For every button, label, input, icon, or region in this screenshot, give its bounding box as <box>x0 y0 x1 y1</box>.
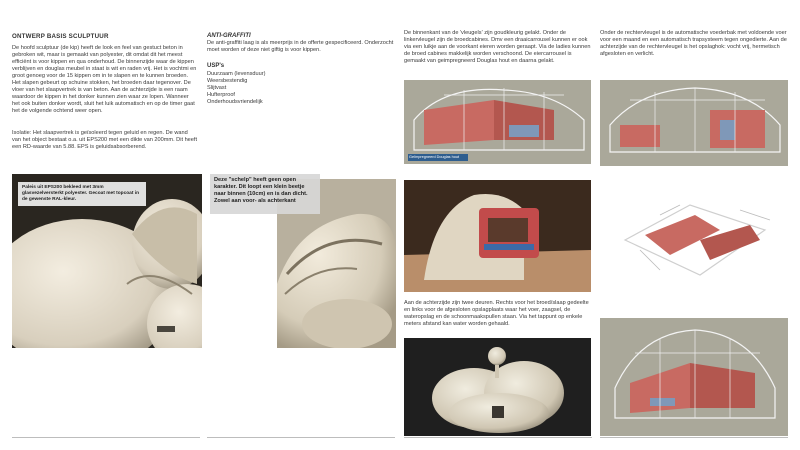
column-divider <box>207 437 395 438</box>
anti-graffiti-paragraph: De anti-graffiti laag is als meerprijs in de offerte gespecificeerd. Onderzocht moet worden of deze niet giftig is voor kippen. <box>207 40 394 53</box>
intro-paragraph: De hoofd sculptuur (de kip) heeft de look en feel van gestuct beton in gebroken wit, maar is gemaakt van polyester, dit omdat dit het meest efficiënt is voor kippen en qua onderhoud. De binnenzijde waar de kippen verblijven en douglas meubel in staat is wit en raden vrij. Het is vochtmi en groot genoeg voor de 15 kippen om in te slapen en te kunnen broeden. Het slapen gebeurt op schuine stokken, het broeden daar tegenover. De vloer van het slaapvertrek is van beton. Aan de achterzijde is een raam waardoor de kippen in het donker kunnen zien waar ze lopen. Wanneer het ook buiten donker wordt, sluit het luik automatisch en op de timer gaat het de volgende ochtend weer open. <box>12 45 197 114</box>
render-topview <box>600 180 788 292</box>
column-divider <box>404 437 592 438</box>
isolation-paragraph: Isolatie: Het slaapvertrek is geïsoleerd tegen geluid en regen. De wand van het object bestaat o.a. uit EPS200 met een dikte van 200mm. Dit heeft een RD-waarde van 5.88. EPS is geluidsabsorberend. <box>12 130 198 150</box>
shell-callout: Deze "schelp" heeft geen open karakter. Dit loopt een klein beetje naar binnen (10cm) en is dan dicht. Zowel aan voor- als achterkant <box>210 174 320 214</box>
render-cutaway <box>600 318 788 436</box>
render-label: Geïmpregneerd Douglas hout <box>409 155 460 159</box>
carousel-render <box>404 180 591 292</box>
doors-paragraph: Aan de achterzijde zijn twee deuren. Rechts voor het broed/slaap gedeelte en links voor de afgesloten opslagplaats waar het voer, zaagsel, de wateropslag en de schoonmaakspullen staan. Via het tappunt op enkele meters afstand kan water worden gehaald. <box>404 300 589 327</box>
usp-item: Onderhoudsvriendelijk <box>207 99 263 105</box>
render-brood-cabins <box>404 80 591 164</box>
sculpture-night-photo <box>404 338 591 436</box>
column-divider <box>12 437 200 438</box>
usp-item: Hufterproof <box>207 92 235 98</box>
sculpture-photo-front <box>12 174 202 348</box>
shell-detail-photo <box>207 174 396 348</box>
feeder-paragraph: Onder de rechtervleugel is de automatische voederbak met voldoende voer voor een maand en een automatisch trapsysteem tegen ongedierte. Aan de achterzijde van de rechtervleugel is het opslaghok: vocht vrij, hermetisch afgesloten en verlicht. <box>600 30 787 57</box>
usp-list <box>207 71 327 106</box>
photo-caption: Paleis uit EPS200 bekleed met 3mm glasvezelversterkt polyester. Gecoat met topcoat in de gewenste RAL-kleur. <box>18 182 146 206</box>
usp-item: Weersbestendig <box>207 78 248 84</box>
usp-item: Slijtvast <box>207 85 227 91</box>
column-divider <box>600 437 788 438</box>
wings-paragraph: De binnenkant van de 'vleugels' zijn goudkleurig gelakt. Onder de linkervleugel zijn de broedcabines. Dmv een draaicarrousel kunnen er ook via een luikje aan de voorkant eieren worden geraapt. Via de ladies kunnen de broed cabines makkelijk worden verschoond. De eiercarrousel is gemaakt van geimpregneerd Douglas hout en daarna gelakt. <box>404 30 591 64</box>
anti-graffiti-title: ANTI-GRAFFITI <box>207 33 251 39</box>
usps-title: USP's <box>207 63 225 69</box>
section-title: ONTWERP BASIS SCULPTUUR <box>12 33 109 40</box>
render-storage-section <box>600 80 788 166</box>
usp-item: Duurzaam (levensduur) <box>207 71 266 77</box>
